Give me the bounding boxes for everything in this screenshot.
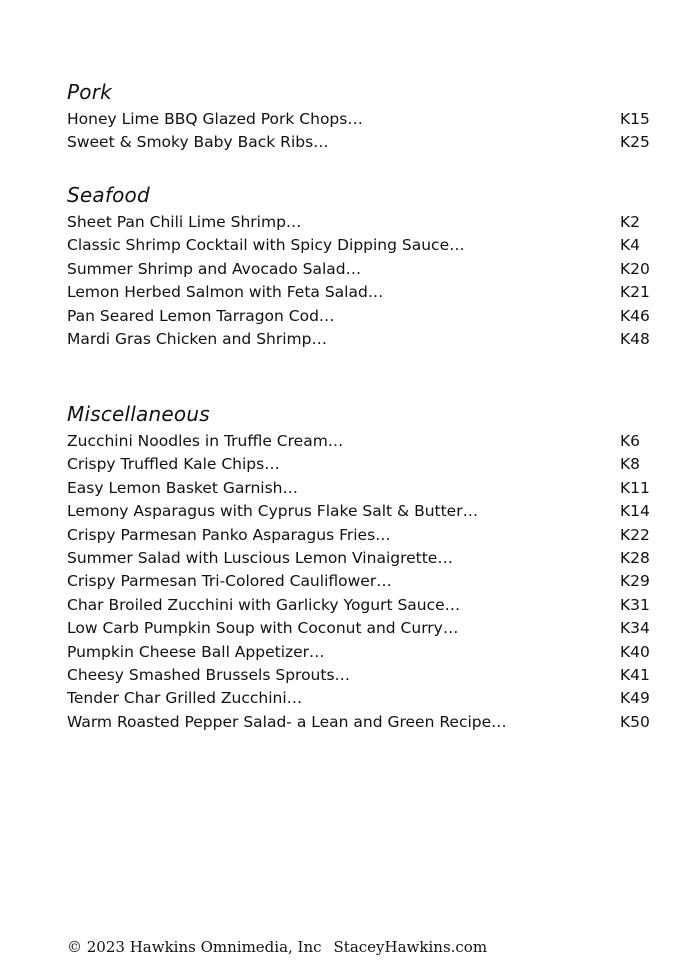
section-pork (67, 80, 651, 155)
entry-title: Lemon Herbed Salmon with Feta Salad… (67, 283, 384, 302)
entry-page-number: K49 (620, 689, 650, 708)
entry-page-number: K15 (620, 110, 650, 128)
index-entry[interactable] (67, 305, 651, 328)
entry-title: Honey Lime BBQ Glazed Pork Chops… (67, 110, 363, 128)
entry-title: Crispy Parmesan Tri-Colored Cauliflower… (67, 572, 392, 591)
entry-title: Sweet & Smoky Baby Back Ribs… (67, 133, 329, 152)
entry-page-number: K14 (620, 502, 650, 521)
index-entry[interactable] (67, 570, 651, 593)
entry-page-number: K20 (620, 259, 650, 278)
entry-title: Summer Shrimp and Avocado Salad… (67, 259, 362, 278)
entry-page-number: K25 (620, 133, 650, 152)
index-entry[interactable] (67, 617, 651, 640)
entry-title: Cheesy Smashed Brussels Sprouts… (67, 665, 351, 684)
entry-page-number: K4 (620, 236, 641, 255)
entry-title: Pumpkin Cheese Ball Appetizer… (67, 642, 325, 661)
index-entry[interactable] (67, 524, 651, 547)
page-footer (67, 937, 487, 957)
entry-title: Crispy Truffled Kale Chips… (67, 455, 280, 474)
index-entry[interactable] (67, 328, 651, 351)
index-entry[interactable] (67, 711, 651, 734)
entry-title: Pan Seared Lemon Tarragon Cod… (67, 306, 335, 325)
entry-page-number: K34 (620, 619, 650, 638)
entry-title: Easy Lemon Basket Garnish… (67, 478, 299, 497)
copyright-text: © 2023 Hawkins Omnimedia, Inc (67, 938, 322, 956)
index-entry[interactable] (67, 687, 651, 710)
entry-title: Tender Char Grilled Zucchini… (67, 689, 303, 708)
entry-title: Char Broiled Zucchini with Garlicky Yogurt Sauce… (67, 595, 461, 614)
index-entry[interactable] (67, 211, 651, 234)
section-miscellaneous (67, 402, 651, 734)
index-entry[interactable] (67, 547, 651, 570)
entry-page-number: K29 (620, 572, 650, 591)
entry-page-number: K28 (620, 548, 650, 567)
entry-title: Sheet Pan Chili Lime Shrimp… (67, 213, 302, 231)
index-entry[interactable] (67, 258, 651, 281)
entry-page-number: K46 (620, 306, 650, 325)
entry-page-number: K21 (620, 283, 650, 302)
section-title: Miscellaneous (67, 402, 210, 426)
entry-page-number: K11 (620, 478, 650, 497)
index-entry[interactable] (67, 108, 651, 131)
index-entry[interactable] (67, 131, 651, 154)
entry-page-number: K8 (620, 455, 641, 474)
index-entry[interactable] (67, 234, 651, 257)
section-title: Pork (67, 80, 112, 104)
entry-page-number: K2 (620, 213, 641, 231)
entry-title: Lemony Asparagus with Cyprus Flake Salt & Butter… (67, 502, 479, 521)
index-entry[interactable] (67, 594, 651, 617)
entry-page-number: K22 (620, 525, 650, 544)
entry-page-number: K41 (620, 665, 650, 684)
entry-page-number: K48 (620, 329, 650, 348)
entry-title: Zucchini Noodles in Truffle Cream… (67, 432, 344, 450)
entry-page-number: K31 (620, 595, 650, 614)
index-entry[interactable] (67, 281, 651, 304)
index-entry[interactable] (67, 477, 651, 500)
entry-title: Classic Shrimp Cocktail with Spicy Dipping Sauce… (67, 236, 465, 255)
index-entry[interactable] (67, 430, 651, 453)
entry-page-number: K40 (620, 642, 650, 661)
index-entry[interactable] (67, 641, 651, 664)
entry-title: Summer Salad with Luscious Lemon Vinaigrette… (67, 548, 453, 567)
entry-title: Mardi Gras Chicken and Shrimp… (67, 329, 327, 348)
section-title: Seafood (67, 183, 150, 207)
entry-title: Warm Roasted Pepper Salad- a Lean and Green Recipe… (67, 712, 507, 731)
website-link[interactable]: StaceyHawkins.com (333, 938, 488, 956)
entry-page-number: K50 (620, 712, 650, 731)
section-seafood (67, 183, 651, 351)
index-entry[interactable] (67, 453, 651, 476)
entry-title: Crispy Parmesan Panko Asparagus Fries… (67, 525, 391, 544)
index-entry[interactable] (67, 500, 651, 523)
index-entry[interactable] (67, 664, 651, 687)
entry-title: Low Carb Pumpkin Soup with Coconut and Curry… (67, 619, 459, 638)
entry-page-number: K6 (620, 432, 641, 450)
